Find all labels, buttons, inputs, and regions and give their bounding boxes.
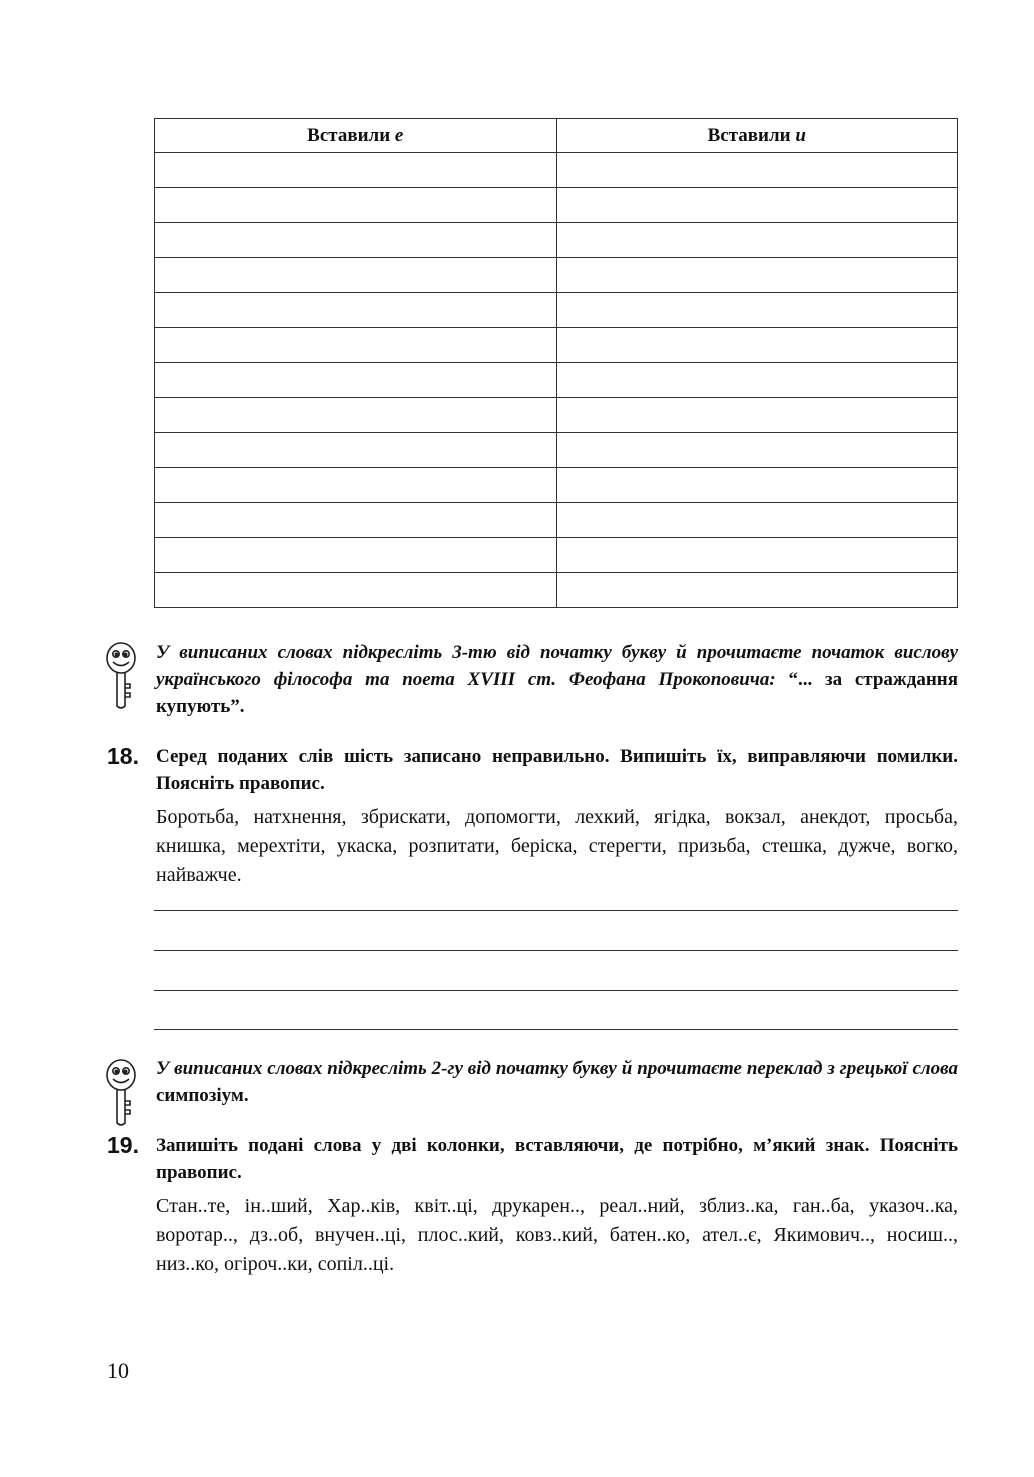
cell-inserted-y[interactable]	[556, 468, 958, 503]
cell-inserted-e[interactable]	[155, 433, 557, 468]
table-row	[155, 328, 958, 363]
cell-inserted-e[interactable]	[155, 538, 557, 573]
cell-inserted-y[interactable]	[556, 188, 958, 223]
table-row	[155, 153, 958, 188]
answer-line[interactable]	[154, 1029, 958, 1030]
cell-inserted-y[interactable]	[556, 153, 958, 188]
cell-inserted-e[interactable]	[155, 573, 557, 608]
table-row	[155, 363, 958, 398]
table-row	[155, 433, 958, 468]
cell-inserted-y[interactable]	[556, 398, 958, 433]
key-face-icon	[103, 640, 139, 712]
cell-inserted-e[interactable]	[155, 503, 557, 538]
cell-inserted-e[interactable]	[155, 363, 557, 398]
hint-paragraph-2: У виписаних словах підкресліть 2-гу від початку букву й прочитаєте переклад з грецької слова симпозіум.	[156, 1058, 958, 1106]
cell-inserted-e[interactable]	[155, 188, 557, 223]
table-row	[155, 188, 958, 223]
cell-inserted-e[interactable]	[155, 398, 557, 433]
task-number: 18.	[107, 743, 139, 769]
task-instruction: Запишіть подані слова у дві колонки, вставляючи, де потрібно, м’який знак. Поясніть правопис.	[156, 1135, 958, 1183]
cell-inserted-y[interactable]	[556, 258, 958, 293]
cell-inserted-y[interactable]	[556, 223, 958, 258]
task-18	[107, 743, 958, 890]
table-row	[155, 573, 958, 608]
table-row	[155, 503, 958, 538]
hint-paragraph-1: У виписаних словах підкресліть 3-тю від початку букву й прочитаєте початок висловy українського філософа та поета XVIII ст. Феофана Прокоповича: “... за страждання купують”.	[156, 642, 958, 717]
cell-inserted-e[interactable]	[155, 293, 557, 328]
cell-inserted-y[interactable]	[556, 363, 958, 398]
cell-inserted-e[interactable]	[155, 328, 557, 363]
table-row	[155, 398, 958, 433]
cell-inserted-y[interactable]	[556, 328, 958, 363]
cell-inserted-e[interactable]	[155, 223, 557, 258]
table-header-row	[155, 119, 958, 153]
answer-line[interactable]	[154, 950, 958, 951]
table-body	[155, 153, 958, 608]
cell-inserted-e[interactable]	[155, 258, 557, 293]
cell-inserted-y[interactable]	[556, 293, 958, 328]
table-row	[155, 538, 958, 573]
table-row	[155, 258, 958, 293]
cell-inserted-e[interactable]	[155, 468, 557, 503]
cell-inserted-e[interactable]	[155, 153, 557, 188]
cell-inserted-y[interactable]	[556, 573, 958, 608]
table-row	[155, 293, 958, 328]
column-header-e: Вставили е	[155, 119, 557, 153]
task-19	[107, 1132, 958, 1279]
task-number: 19.	[107, 1132, 139, 1158]
task-instruction: Серед поданих слів шість записано неправильно. Випишіть їх, виправляючи помилки. Поясніть правопис.	[156, 746, 958, 794]
table-row	[155, 223, 958, 258]
table-row	[155, 468, 958, 503]
key-face-icon	[103, 1057, 139, 1129]
page-number: 10	[107, 1358, 129, 1383]
cell-inserted-y[interactable]	[556, 503, 958, 538]
answer-line[interactable]	[154, 990, 958, 991]
answer-line[interactable]	[154, 910, 958, 911]
task-word-list: Стан..те, ін..ший, Хар..ків, квіт..ці, друкарен.., реал..ний, зблиз..ка, ган..ба, указоч..ка, воротар.., дз..об, внучен..ці, плос..кий, ковз..кий, батен..ко, ател..є, Якимович.., носиш.., низ..ко, огіроч..ки, сопіл..ці.	[156, 1195, 958, 1275]
cell-inserted-y[interactable]	[556, 538, 958, 573]
cell-inserted-y[interactable]	[556, 433, 958, 468]
task-word-list: Боротьба, натхнення, збрискати, допомогти, лехкий, ягідка, вокзал, анекдот, просьба, книшка, мерехтіти, укаска, розпитати, беріска, стерегти, призьба, стешка, дужче, вогко, найважче.	[156, 806, 958, 886]
column-header-y: Вставили и	[556, 119, 958, 153]
answer-table	[154, 118, 958, 608]
